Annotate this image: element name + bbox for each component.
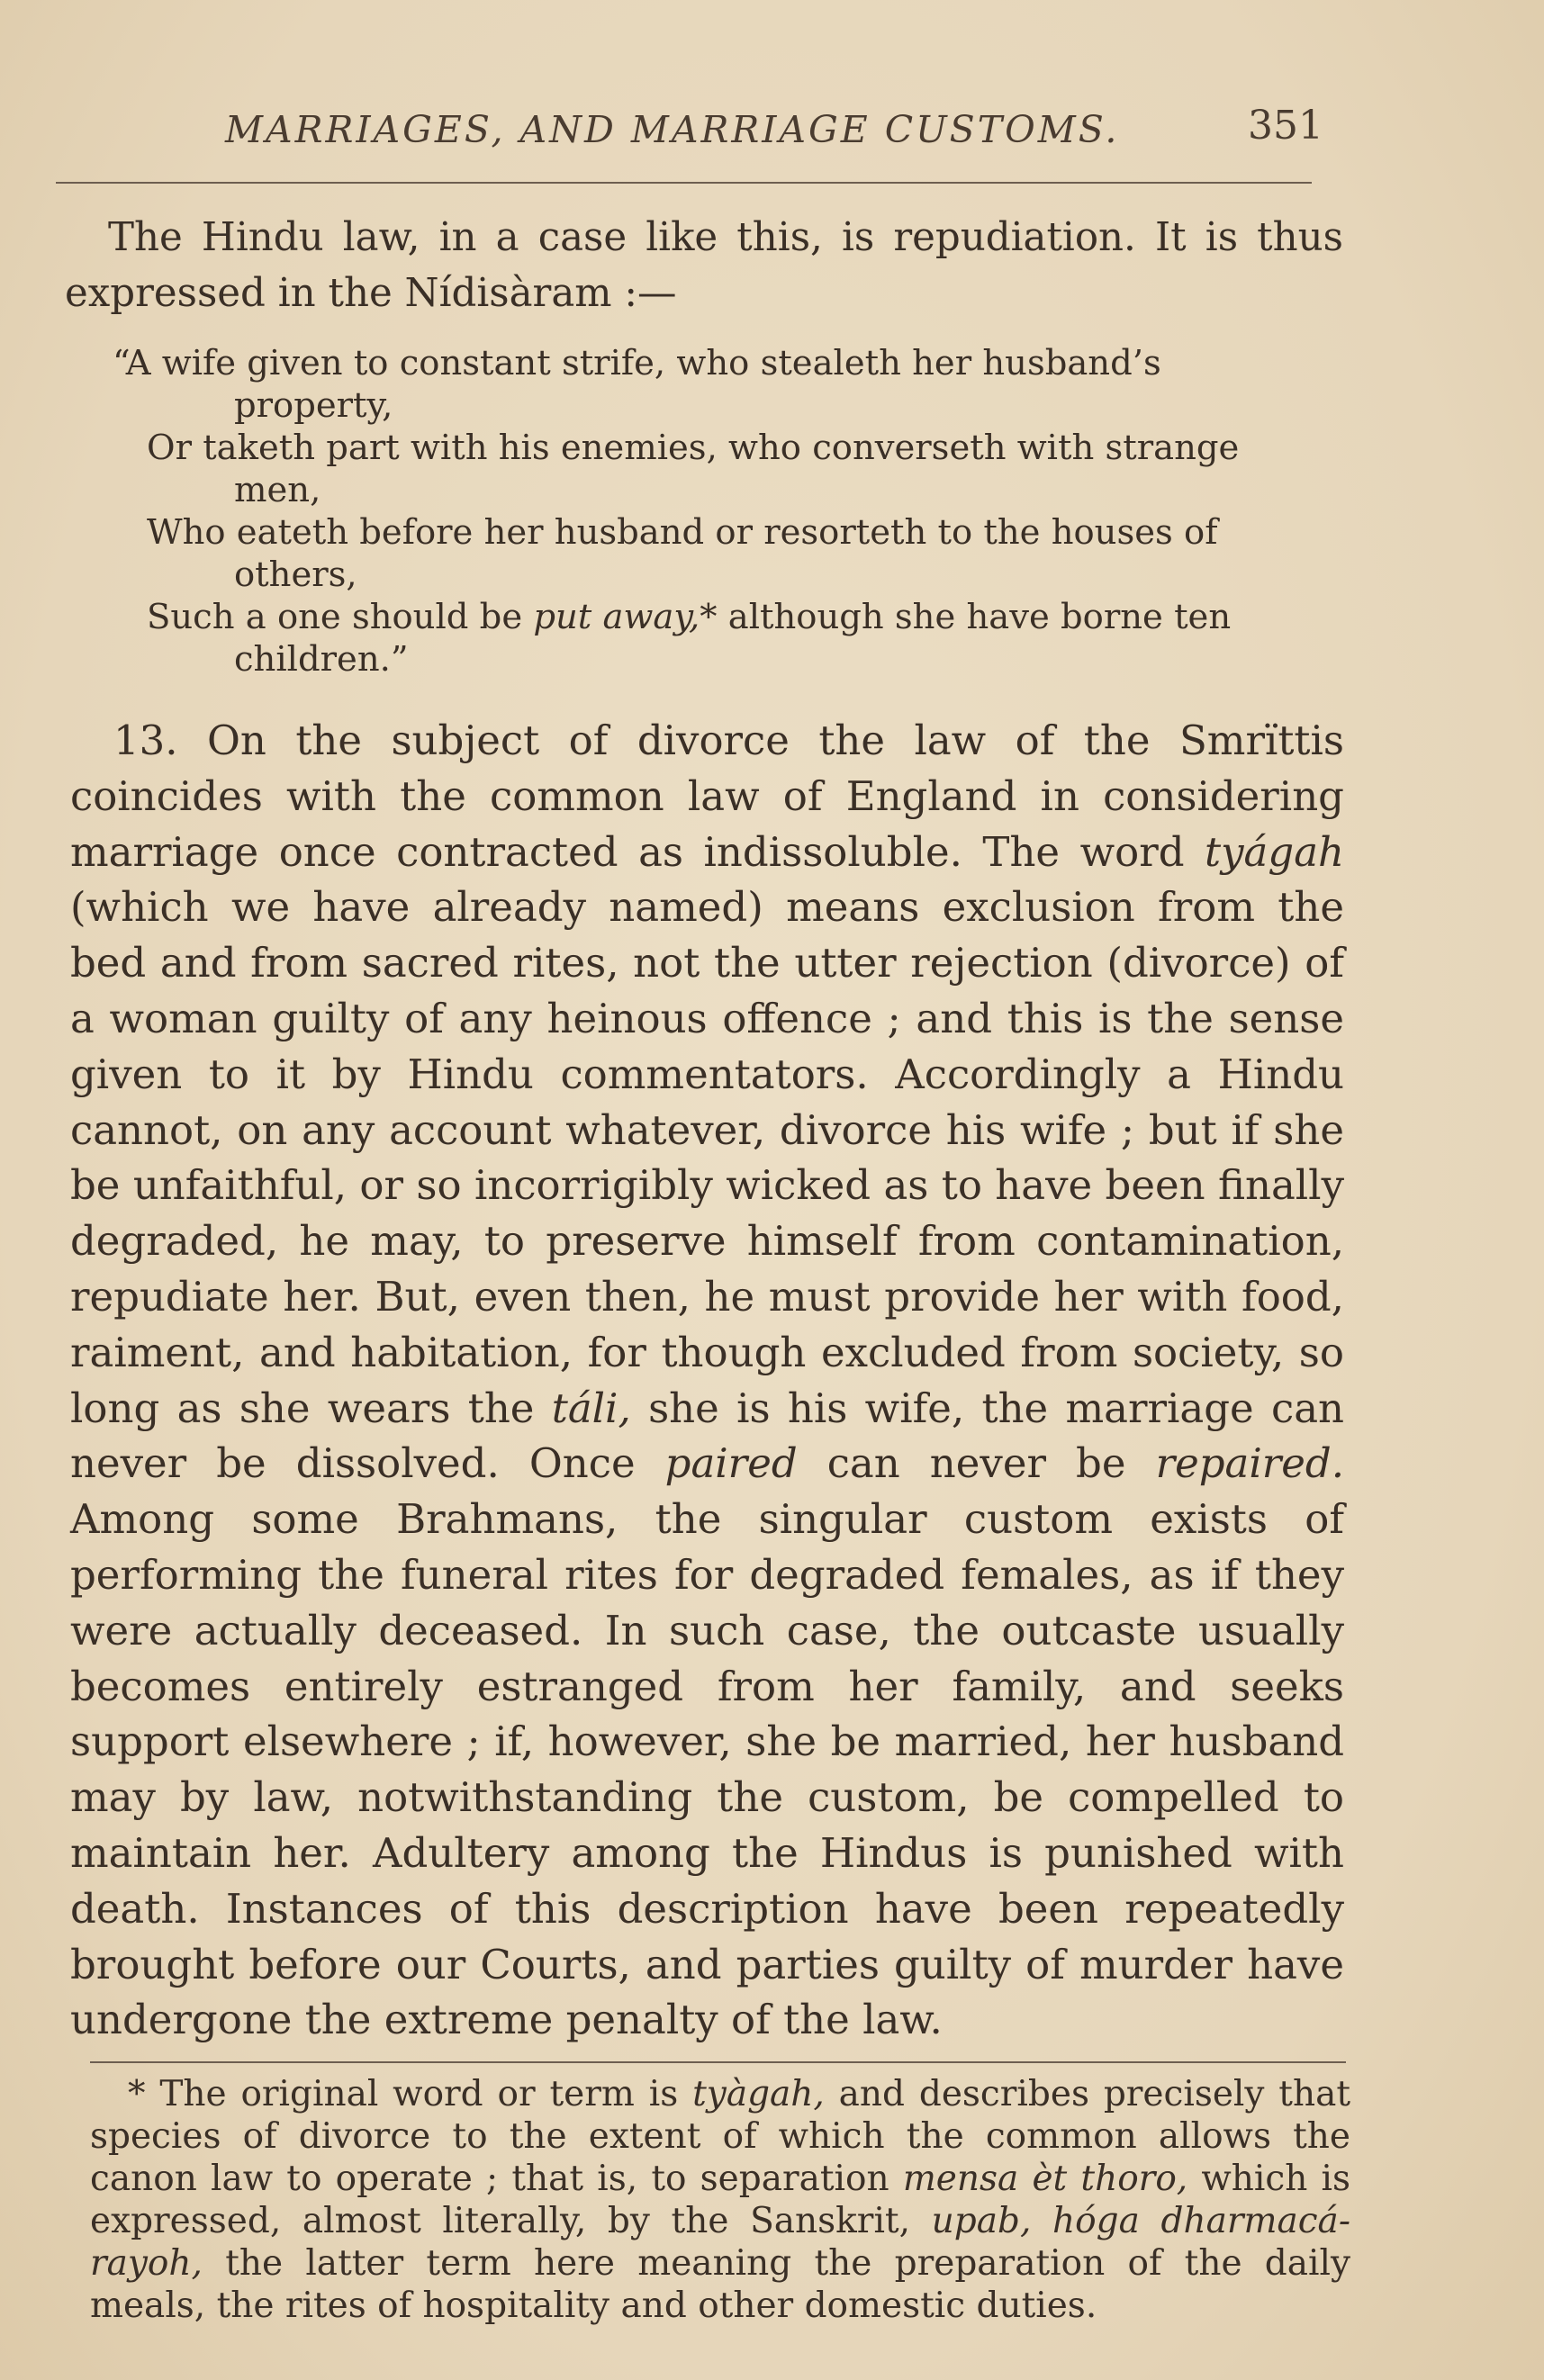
verse-line-2-cont: men, <box>234 470 321 510</box>
footnote-s2: and describes precisely that species of divorce to the extent of which the common allows the canon law to operate ; that is, to separation <box>90 2074 1350 2199</box>
footnote-em1: tyàgah, <box>692 2074 825 2114</box>
footnote-rule <box>90 2061 1346 2063</box>
verse-line-1-cont: property, <box>234 385 393 426</box>
paragraph-divorce <box>70 713 1344 2048</box>
verse-line-3-cont: others, <box>234 554 357 595</box>
footnote-s3: which is expressed, almost literally, by the Sanskrit, <box>90 2159 1351 2241</box>
verse-line-4-pre: Such a one should be <box>147 597 534 637</box>
verse-line-2: Or taketh part with his enemies, who converseth with strange <box>147 428 1240 468</box>
para2-s2: (which we have already named) means exclusion from the bed and from sacred rites, not the utter rejection (divorce) of a woman guilty of any heinous offence ; and this is the sense given to it by Hindu commentators. Accordingly a Hindu cannot, on any account whatever, divorce his wife ; but if she be unfaithful, or so incorrigibly wicked as to have been finally degraded, he may, to preserve himself from contamination, repudiate her. But, even then, he must provide her with food, raiment, and habitation, for though excluded from society, so long as she wears the <box>70 883 1344 1432</box>
para2-em2: táli, <box>551 1384 631 1432</box>
page-number: 351 <box>1248 103 1323 149</box>
verse-line-1: “A wife given to constant strife, who stealeth her husband’s <box>113 343 1161 383</box>
footnote-s1: * The original word or term is <box>128 2074 693 2114</box>
para2-em3: paired <box>664 1439 798 1488</box>
verse-line-4-em: put away, <box>533 597 700 637</box>
para2-em1: tyágah <box>1205 827 1344 876</box>
para2-s1: 13. On the subject of divorce the law of the Smrïttis coincides with the common law of England in considering marriage once contracted as indissoluble. The word <box>70 717 1344 876</box>
running-title: MARRIAGES, AND MARRIAGE CUSTOMS. <box>225 108 1120 151</box>
page-header <box>225 103 1323 162</box>
header-rule <box>56 182 1312 184</box>
verse-quotation <box>113 342 1337 681</box>
para2-s3: she is his wife, the marriage can never be dissolved. Once <box>70 1384 1344 1488</box>
para2-s4: can never be <box>797 1439 1156 1488</box>
para2-em4: repaired. <box>1155 1439 1344 1488</box>
footnote-em2: mensa èt thoro, <box>902 2159 1188 2199</box>
paragraph-intro: The Hindu law, in a case like this, is repudiation. It is thus expressed in the Nídisàram :— <box>65 215 1343 316</box>
verse-line-4-post: * although she have borne ten <box>700 597 1232 637</box>
verse-line-3: Who eateth before her husband or resorteth to the houses of <box>147 512 1218 553</box>
footnote-em3: upab, hóga dharmacá-rayoh, <box>90 2201 1350 2284</box>
verse-line-4-cont: children.” <box>234 639 409 680</box>
footnote-s4: the latter term here meaning the preparation of the daily meals, the rites of hospitality and other domestic duties. <box>90 2243 1350 2326</box>
footnote <box>90 2073 1350 2327</box>
para2-s5: Among some Brahmans, the singular custom exists of performing the funeral rites for degraded females, as if they were actually deceased. In such case, the outcaste usually becomes entirely estranged from her family, and seeks support elsewhere ; if, however, she be married, her husband may by law, notwithstanding the custom, be compelled to maintain her. Adultery among the Hindus is punished with death. Instances of this description have been repeatedly brought before our Courts, and parties guilty of murder have undergone the extreme penalty of the law. <box>70 1495 1344 2044</box>
verse-line-4 <box>113 596 1337 638</box>
